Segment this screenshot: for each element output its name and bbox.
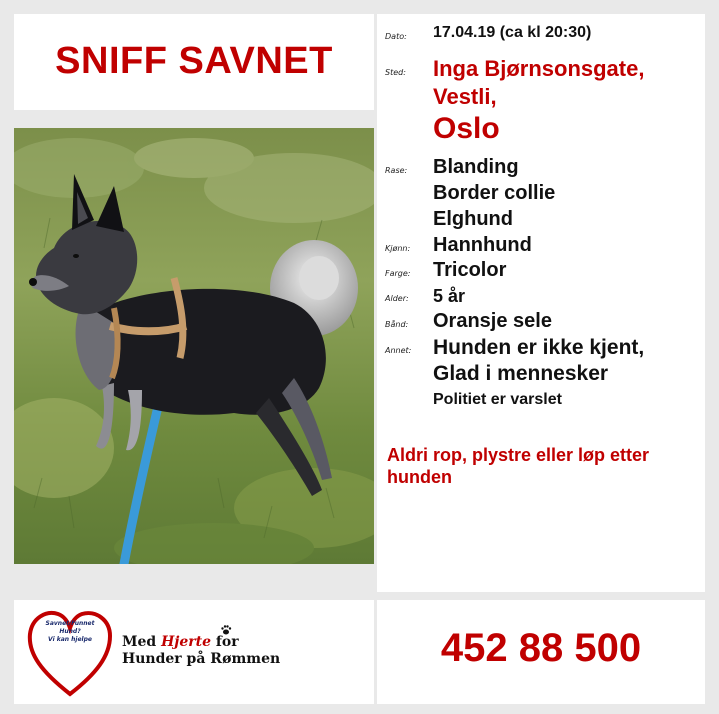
poster-title: SNIFF SAVNET <box>55 40 333 82</box>
dog-photo-illustration <box>14 128 374 564</box>
field-breed-line2: Border collie <box>433 182 556 204</box>
heart-outline-icon <box>22 602 118 702</box>
field-place-line3: Oslo <box>433 112 500 145</box>
field-other-line1: Hunden er ikke kjent, <box>433 336 645 359</box>
org-name-suffix: for <box>211 634 239 650</box>
field-date-value: 17.04.19 (ca kl 20:30) <box>433 24 592 41</box>
field-sex-value: Hannhund <box>433 234 532 256</box>
field-date-label: Dato: <box>385 32 407 41</box>
field-place-label: Sted: <box>385 68 406 77</box>
info-panel <box>377 14 705 592</box>
heart-line-3: Vi kan hjelpe <box>48 636 92 643</box>
org-name-script: Hjerte <box>161 634 212 650</box>
field-color-value: Tricolor <box>433 259 507 281</box>
paw-icon <box>220 624 232 636</box>
field-leash-value: Oransje sele <box>433 310 552 332</box>
warning-text: Aldri rop, plystre eller løp etter hunden <box>387 445 650 487</box>
organization-name <box>122 634 280 668</box>
field-leash-label: Bånd: <box>385 320 409 329</box>
field-other-label: Annet: <box>385 346 412 355</box>
field-breed-label: Rase: <box>385 166 408 175</box>
heart-line-1: Savnet/Funnet <box>45 620 95 627</box>
field-breed-line3: Elghund <box>433 208 513 230</box>
org-name-line2: Hunder på Rømmen <box>122 651 281 667</box>
title-panel <box>14 14 374 110</box>
field-place-line2: Vestli, <box>433 84 497 109</box>
organization-logo <box>14 600 374 704</box>
org-name-prefix: Med <box>122 634 162 650</box>
field-other-line3: Politiet er varslet <box>433 391 562 408</box>
phone-panel <box>377 600 705 704</box>
field-age-label: Alder: <box>385 294 409 303</box>
phone-number: 452 88 500 <box>440 626 642 670</box>
field-other-line2: Glad i mennesker <box>433 362 609 385</box>
dog-photo <box>14 128 374 564</box>
field-breed-line1: Blanding <box>433 156 519 178</box>
field-sex-label: Kjønn: <box>385 244 411 253</box>
field-age-value: 5 år <box>433 286 466 306</box>
heart-line-2: Hund? <box>59 628 81 635</box>
field-color-label: Farge: <box>385 269 411 278</box>
field-place-line1: Inga Bjørnsonsgate, <box>433 56 645 81</box>
